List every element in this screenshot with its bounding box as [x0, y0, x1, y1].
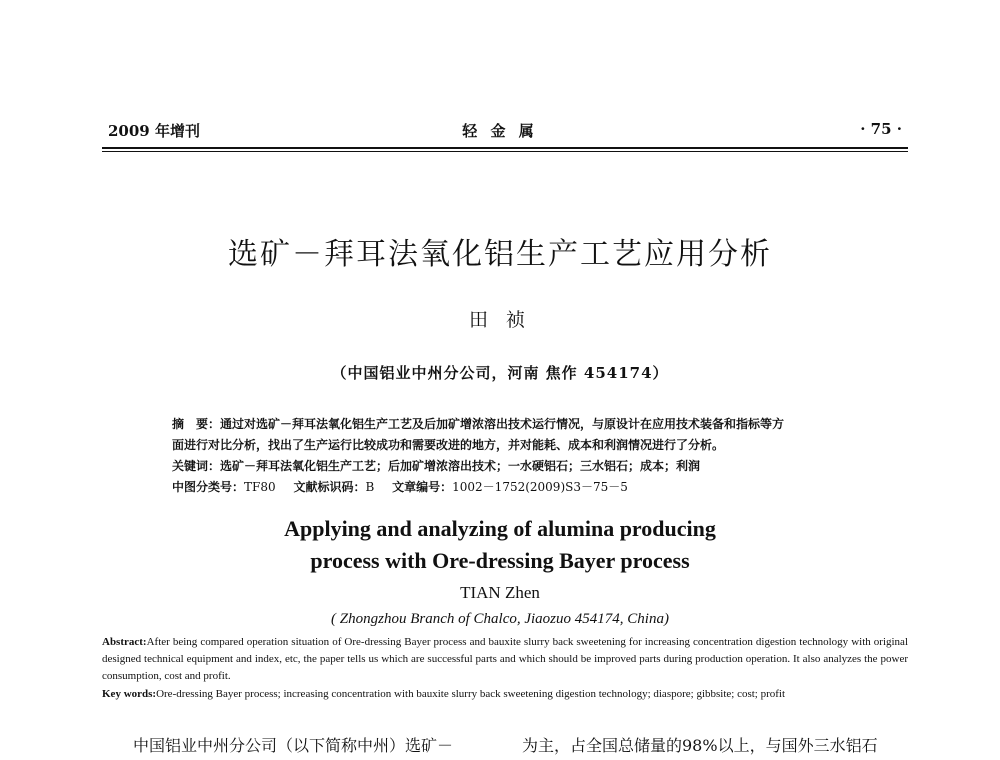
abstract-cn-line2: 面进行对比分析，找出了生产运行比较成功和需要改进的地方，并对能耗、成本和利润情况进行了分析。: [172, 438, 725, 452]
abstract-cn: [172, 414, 852, 498]
keywords-cn-text: 选矿－拜耳法氧化铝生产工艺；后加矿增浓溶出技术；一水硬铝石；三水铝石；成本；利润: [220, 459, 701, 473]
header-page-number: · 75 ·: [860, 120, 902, 138]
header-journal: 轻 金 属: [462, 122, 538, 140]
keywords-en-text: Ore-dressing Bayer process; increasing concentration with bauxite slurry back sweetening digestion technology; diaspore; gibbsite; cost; profit: [156, 688, 786, 700]
article-no-label: 文章编号：: [392, 480, 453, 494]
doc-code-value: B: [365, 480, 375, 494]
header-issue: 2009 年增刊: [108, 122, 200, 140]
affiliation-en: ( Zhongzhou Branch of Chalco, Jiaozuo 454174, China): [331, 611, 669, 627]
doc-code-label: 文献标识码：: [293, 480, 366, 494]
abstract-en: [102, 634, 908, 685]
abstract-cn-line1: [172, 414, 852, 435]
classification-line: [172, 477, 852, 498]
title-en-line1: Applying and analyzing of alumina producing: [284, 516, 716, 541]
abstract-en-text: After being compared operation situation of Ore-dressing Bayer process and bauxite slurry back sweetening for increasing concentration digestion technology with original designed technical equipment and index, etc, the paper tells us which are successful parts and which should be improved parts during production operation. It also analyzes the power consumption, cost and profit.: [102, 636, 908, 682]
header-rule-thick: [102, 147, 908, 149]
title-cn: 选矿－拜耳法氧化铝生产工艺应用分析: [228, 237, 772, 272]
abstract-en-label: Abstract:: [102, 636, 147, 648]
author-en: TIAN Zhen: [460, 583, 540, 602]
keywords-en: [102, 686, 908, 703]
body-text-left: 中国铝业中州分公司（以下简称中州）选矿－: [133, 736, 454, 755]
author-cn: 田 祯: [468, 309, 532, 331]
article-no-value: 1002－1752(2009)S3－75－5: [452, 480, 628, 494]
affiliation-cn: （中国铝业中州分公司，河南 焦作 454174）: [331, 364, 669, 382]
clc-value: TF80: [244, 480, 276, 494]
abstract-cn-label: 摘 要：: [172, 417, 221, 431]
title-en-line2: process with Ore-dressing Bayer process: [310, 548, 690, 573]
body-text-right: 为主，占全国总储量的98%以上，与国外三水铝石: [522, 736, 878, 755]
keywords-en-label: Key words:: [102, 688, 157, 700]
header-rule-thin: [102, 151, 908, 152]
keywords-cn: [172, 456, 852, 477]
keywords-cn-label: 关键词：: [172, 459, 221, 473]
clc-label: 中图分类号：: [172, 480, 245, 494]
abstract-cn-text1: 通过对选矿－拜耳法氧化铝生产工艺及后加矿增浓溶出技术运行情况，与原设计在应用技术装备和指标等方: [220, 417, 785, 431]
